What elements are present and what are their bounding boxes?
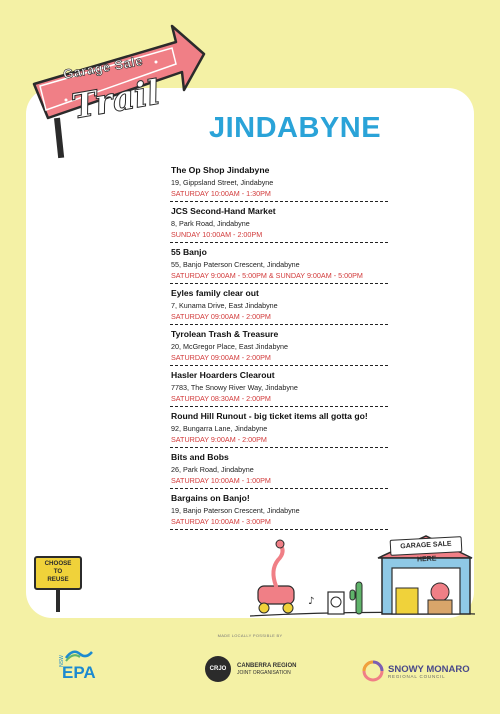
listing-address: 92, Bungarra Lane, Jindabyne — [171, 424, 268, 433]
list-item — [170, 288, 388, 325]
listing-list — [170, 165, 388, 534]
crjo-mark: CRJO — [205, 656, 231, 682]
listing-address: 7, Kunama Drive, East Jindabyne — [171, 301, 278, 310]
listing-address: 20, McGregor Place, East Jindabyne — [171, 342, 289, 351]
sign-post — [56, 590, 60, 612]
listing-time: SATURDAY 10:00AM - 3:00PM — [171, 517, 271, 526]
listing-name: Bargains on Banjo! — [171, 493, 250, 503]
listing-name: Eyles family clear out — [171, 288, 259, 298]
epa-wordmark: EPA — [62, 663, 96, 682]
listing-time: SUNDAY 10:00AM - 2:00PM — [171, 230, 263, 239]
page-title: JINDABYNE — [208, 112, 382, 144]
listing-time: SATURDAY 10:00AM - 1:00PM — [171, 476, 271, 485]
list-item — [170, 329, 388, 366]
listing-name: Hasler Hoarders Clearout — [171, 370, 275, 380]
list-item — [170, 206, 388, 243]
choose-line-2: TO — [53, 568, 63, 575]
listing-time: SATURDAY 9:00AM - 2:00PM — [171, 435, 267, 444]
epa-wave-icon — [64, 648, 94, 662]
listing-time: SATURDAY 09:00AM - 2:00PM — [171, 312, 271, 321]
listing-time: SATURDAY 9:00AM - 5:00PM & SUNDAY 9:00AM - 5:00PM — [171, 271, 363, 280]
choose-line-3: REUSE — [47, 576, 69, 583]
listing-time: SATURDAY 10:00AM - 1:30PM — [171, 189, 271, 198]
list-item — [170, 452, 388, 489]
list-item — [170, 493, 388, 530]
list-item — [170, 411, 388, 448]
logo-line-1: Garage Sale — [61, 53, 145, 82]
listing-address: 55, Banjo Paterson Crescent, Jindabyne — [171, 260, 300, 269]
listing-address: 8, Park Road, Jindabyne — [171, 219, 250, 228]
listing-address: 7783, The Snowy River Way, Jindabyne — [171, 383, 298, 392]
garage-sale-illustration — [250, 530, 475, 620]
listing-name: The Op Shop Jindabyne — [171, 165, 270, 175]
listing-time: SATURDAY 09:00AM - 2:00PM — [171, 353, 271, 362]
choose-to-reuse-board — [34, 556, 82, 590]
epa-nsw-label: NSW — [58, 655, 65, 667]
listing-name: Tyrolean Trash & Treasure — [171, 329, 279, 339]
smrc-line-2: REGIONAL COUNCIL — [388, 674, 446, 679]
list-item — [170, 165, 388, 202]
logo-line-2: Trail — [68, 72, 164, 128]
crjo-line-2: JOINT ORGANISATION — [237, 670, 291, 676]
crjo-logo — [205, 656, 315, 686]
garage-sale-here-sign: GARAGE SALE HERE — [390, 536, 463, 556]
list-item — [170, 247, 388, 284]
listing-name: 55 Banjo — [171, 247, 207, 257]
listing-address: 19, Banjo Paterson Crescent, Jindabyne — [171, 506, 300, 515]
listing-address: 19, Gippsland Street, Jindabyne — [171, 178, 274, 187]
list-item — [170, 370, 388, 407]
snowy-monaro-logo — [362, 660, 482, 690]
listing-name: Bits and Bobs — [171, 452, 229, 462]
choose-to-reuse-sign — [34, 556, 86, 612]
crjo-line-1: CANBERRA REGION — [237, 663, 297, 669]
listing-name: JCS Second-Hand Market — [171, 206, 276, 216]
listing-address: 26, Park Road, Jindabyne — [171, 465, 254, 474]
snowy-monaro-icon — [362, 660, 384, 682]
svg-text:♪: ♪ — [308, 596, 315, 607]
made-possible-text: MADE LOCALLY POSSIBLE BY — [217, 633, 283, 638]
listing-name: Round Hill Runout - big ticket items all gotta go! — [171, 411, 368, 421]
listing-time: SATURDAY 08:30AM - 2:00PM — [171, 394, 271, 403]
smrc-line-1: SNOWY MONARO — [388, 664, 470, 675]
choose-line-1: CHOOSE — [44, 560, 72, 567]
nsw-epa-logo — [56, 646, 166, 686]
